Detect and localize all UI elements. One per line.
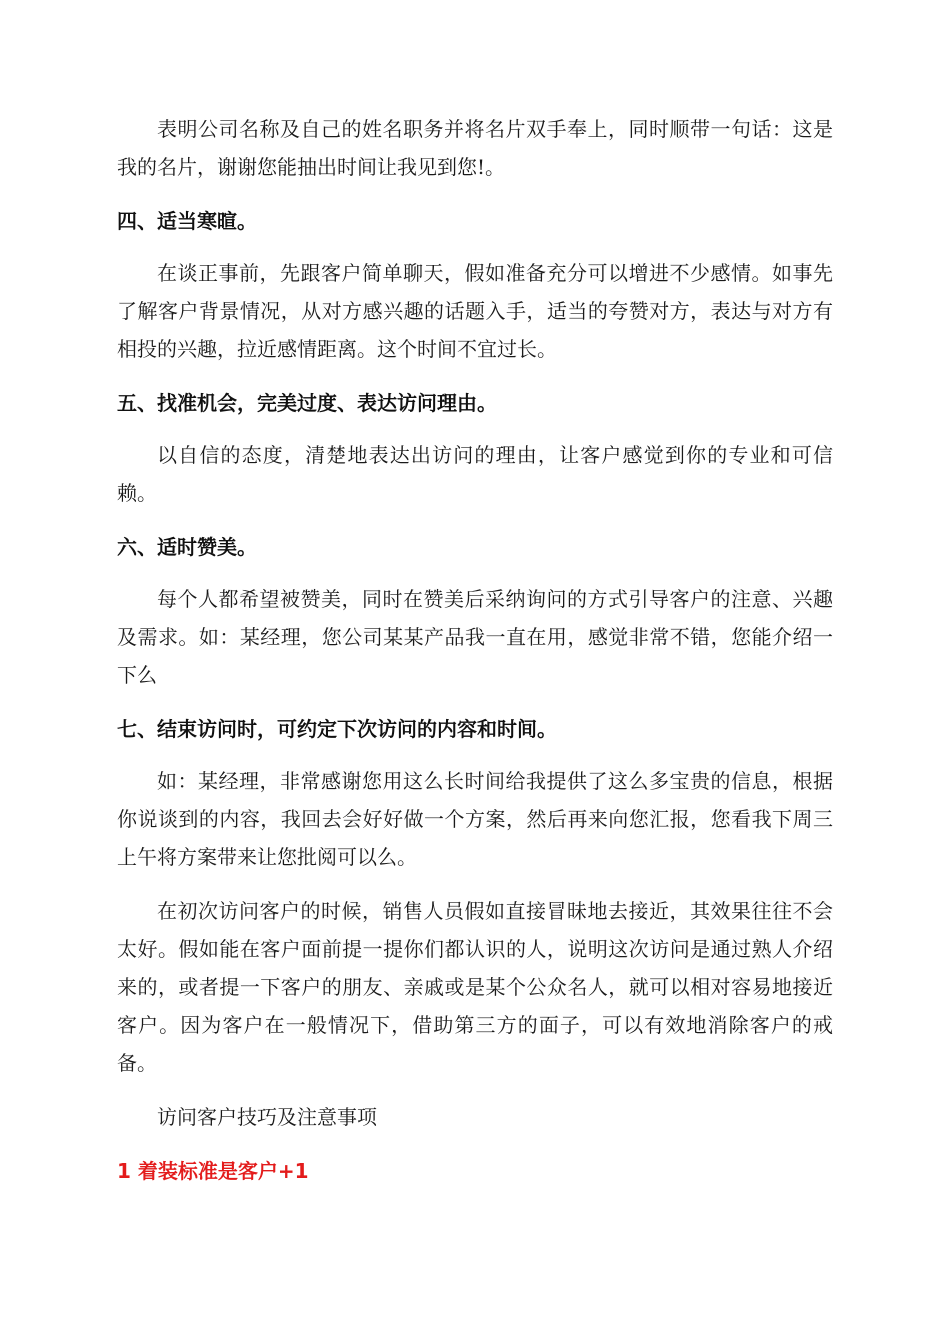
document-body xyxy=(117,110,833,1190)
paragraph-referral: 在初次访问客户的时候，销售人员假如直接冒昧地去接近，其效果往往不会太好。假如能在客户面前提一提你们都认识的人，说明这次访问是通过熟人介绍来的，或者提一下客户的朋友、亲戚或是某个公众名人，就可以相对容易地接近客户。因为客户在一般情况下，借助第三方的面子，可以有效地消除客户的戒备。 xyxy=(117,899,833,1075)
heading-visit-reason: 五、找准机会，完美过度、表达访问理由。 xyxy=(117,391,497,415)
paragraph-business-card: 表明公司名称及自己的姓名职务并将名片双手奉上，同时顺带一句话：这是我的名片，谢谢您能抽出时间让我见到您!。 xyxy=(117,117,833,179)
heading-greeting: 四、适当寒暄。 xyxy=(117,209,257,233)
paragraph-visit-reason: 以自信的态度，清楚地表达出访问的理由，让客户感觉到你的专业和可信赖。 xyxy=(117,443,833,505)
paragraph-greeting: 在谈正事前，先跟客户简单聊天，假如准备充分可以增进不少感情。如事先了解客户背景情况，从对方感兴趣的话题入手，适当的夸赞对方，表达与对方有相投的兴趣，拉近感情距离。这个时间不宜过长。 xyxy=(117,261,833,361)
paragraph-closing: 如：某经理，非常感谢您用这么长时间给我提供了这么多宝贵的信息，根据你说谈到的内容，我回去会好好做一个方案，然后再来向您汇报，您看我下周三上午将方案带来让您批阅可以么。 xyxy=(117,769,833,869)
section-title: 访问客户技巧及注意事项 xyxy=(157,1105,377,1129)
heading-closing: 七、结束访问时，可约定下次访问的内容和时间。 xyxy=(117,717,557,741)
red-heading-dress-code: 1 着装标准是客户+1 xyxy=(117,1159,309,1183)
paragraph-praise: 每个人都希望被赞美，同时在赞美后采纳询问的方式引导客户的注意、兴趣及需求。如：某经理，您公司某某产品我一直在用，感觉非常不错，您能介绍一下么 xyxy=(117,587,833,687)
heading-praise: 六、适时赞美。 xyxy=(117,535,257,559)
